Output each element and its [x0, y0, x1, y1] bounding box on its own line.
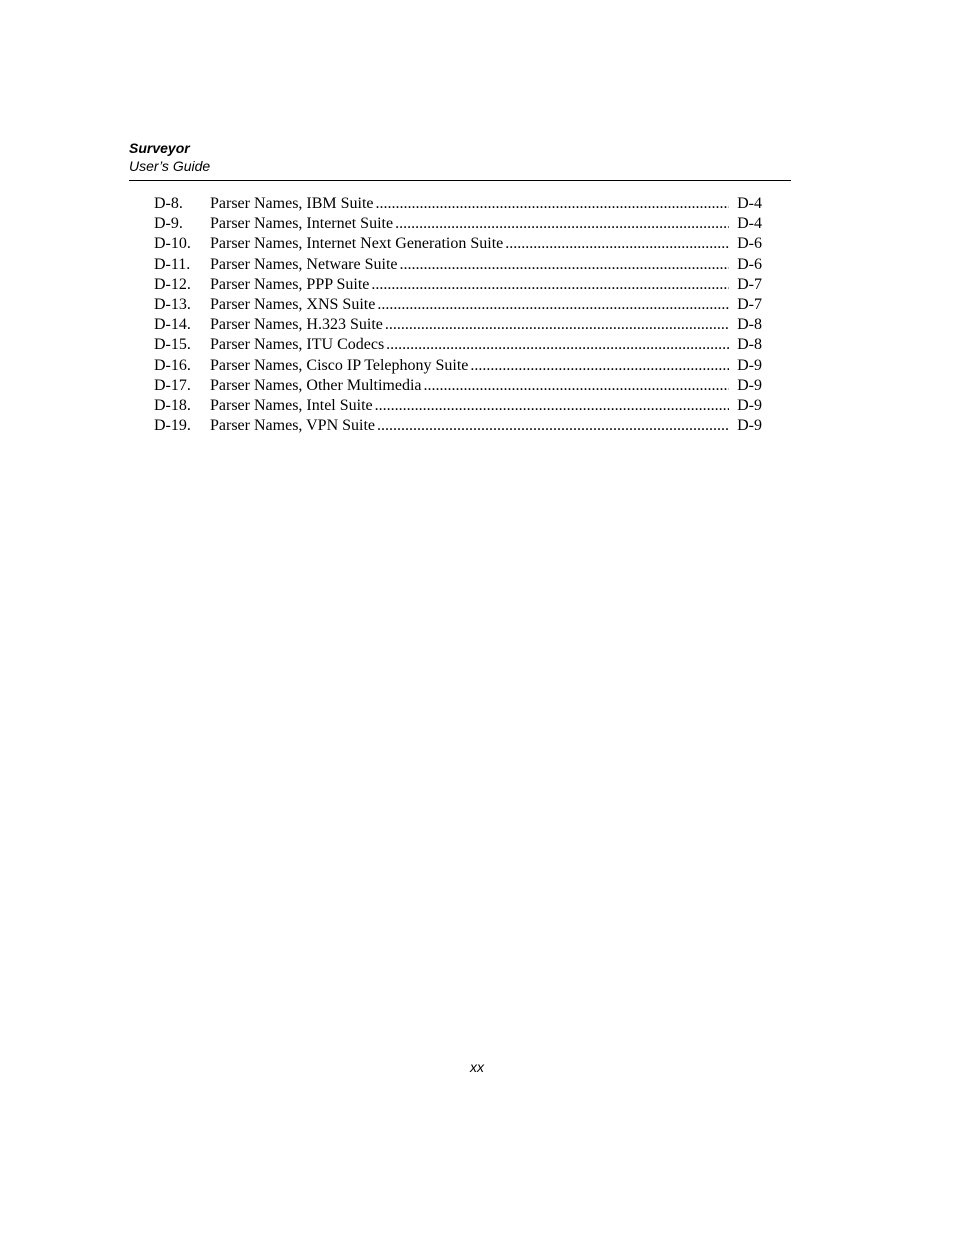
toc-entry-number: D-12. — [154, 275, 191, 293]
toc-entry-page: D-8 — [737, 316, 762, 334]
dot-leader — [424, 376, 730, 396]
running-header — [129, 139, 791, 175]
toc-entry-number: D-9. — [154, 215, 183, 233]
toc-entry-page: D-4 — [737, 215, 762, 233]
toc-entry-number: D-13. — [154, 295, 191, 313]
toc-entry-title: Parser Names, Netware Suite — [210, 255, 398, 273]
toc-entry-title: Parser Names, VPN Suite — [210, 417, 376, 435]
dot-leader — [385, 315, 729, 335]
toc-entry-title: Parser Names, Intel Suite — [210, 396, 373, 414]
toc-entry[interactable] — [154, 335, 762, 355]
toc-entry-title: Parser Names, Other Multimedia — [210, 376, 422, 394]
dot-leader — [386, 335, 729, 355]
page-number: xx — [470, 1059, 484, 1075]
product-name: Surveyor — [129, 140, 190, 156]
toc-entry[interactable] — [154, 214, 762, 234]
guide-subtitle: User’s Guide — [129, 158, 211, 174]
toc-entry-page: D-7 — [737, 275, 762, 293]
dot-leader — [377, 295, 729, 315]
toc-entry-title: Parser Names, Internet Suite — [210, 215, 394, 233]
dot-leader — [377, 416, 729, 436]
toc-entry[interactable] — [154, 275, 762, 295]
toc-entry[interactable] — [154, 234, 762, 254]
toc-entry-title: Parser Names, XNS Suite — [210, 295, 376, 313]
toc-entry-page: D-9 — [737, 376, 762, 394]
toc-entry-page: D-8 — [737, 336, 762, 354]
toc-entry-title: Parser Names, ITU Codecs — [210, 336, 385, 354]
toc-entry[interactable] — [154, 416, 762, 436]
toc-entry-number: D-17. — [154, 376, 191, 394]
dot-leader — [371, 275, 729, 295]
toc-entry-page: D-6 — [737, 255, 762, 273]
toc-entry-number: D-18. — [154, 396, 191, 414]
toc-entry-number: D-8. — [154, 195, 183, 212]
toc-entry-number: D-11. — [154, 255, 191, 273]
header-divider — [129, 180, 791, 181]
toc-entry[interactable] — [154, 255, 762, 275]
toc-entry-number: D-15. — [154, 336, 191, 354]
dot-leader — [505, 234, 729, 254]
dot-leader — [400, 255, 730, 275]
toc-entry-title: Parser Names, PPP Suite — [210, 275, 370, 293]
toc-entry-page: D-7 — [737, 295, 762, 313]
toc-entry-title: Parser Names, Cisco IP Telephony Suite — [210, 356, 469, 374]
toc-entry-page: D-4 — [737, 195, 762, 212]
toc-entry-page: D-9 — [737, 356, 762, 374]
table-of-figures — [154, 194, 762, 436]
toc-entry[interactable] — [154, 194, 762, 214]
toc-entry-number: D-10. — [154, 235, 191, 253]
dot-leader — [395, 214, 729, 234]
dot-leader — [375, 396, 729, 416]
toc-entry[interactable] — [154, 376, 762, 396]
dot-leader — [470, 356, 729, 376]
toc-entry-title: Parser Names, IBM Suite — [210, 195, 374, 212]
toc-entry-number: D-19. — [154, 417, 191, 435]
toc-entry[interactable] — [154, 315, 762, 335]
toc-entry[interactable] — [154, 295, 762, 315]
toc-entry-number: D-16. — [154, 356, 191, 374]
toc-entry-page: D-6 — [737, 235, 762, 253]
toc-entry-page: D-9 — [737, 396, 762, 414]
toc-entry-page: D-9 — [737, 417, 762, 435]
toc-entry-title: Parser Names, Internet Next Generation Suite — [210, 235, 504, 253]
dot-leader — [376, 194, 730, 214]
toc-entry-title: Parser Names, H.323 Suite — [210, 316, 383, 334]
toc-entry[interactable] — [154, 396, 762, 416]
toc-entry[interactable] — [154, 356, 762, 376]
toc-entry-number: D-14. — [154, 316, 191, 334]
